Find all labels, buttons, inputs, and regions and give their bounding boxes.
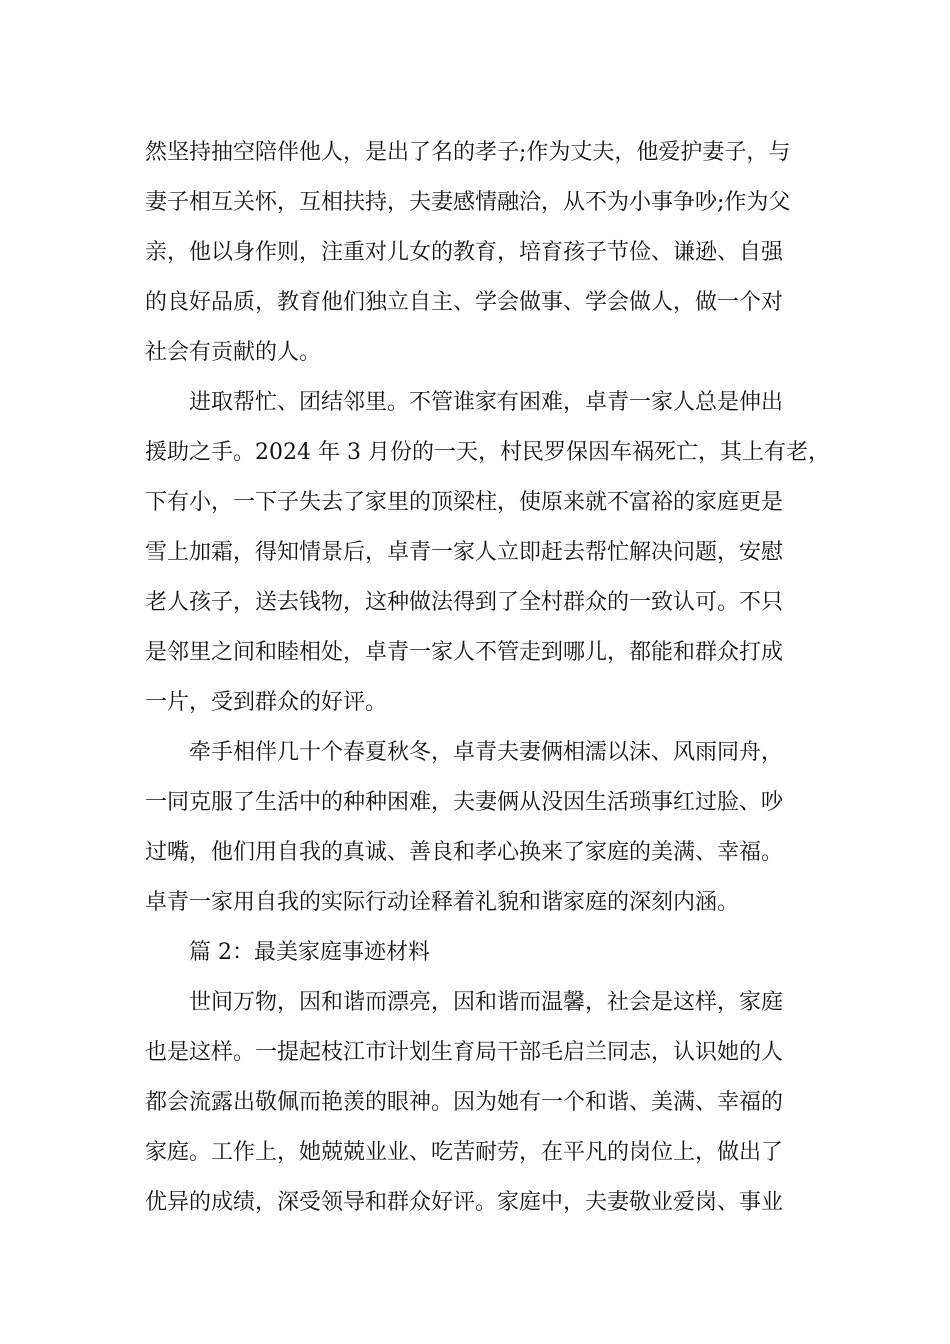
text-line: 一同克服了生活中的种种困难，夫妻俩从没因生活琐事红过脸、吵 — [145, 790, 784, 815]
text-line: 老人孩子，送去钱物，这种做法得到了全村群众的一致认可。不只 — [145, 590, 784, 615]
text-line: 都会流露出敬佩而艳羡的眼神。因为她有一个和谐、美满、幸福的 — [145, 1090, 784, 1115]
section-heading — [145, 928, 825, 978]
text-line: 亲，他以身作则，注重对儿女的教育，培育孩子节俭、谦逊、自强 — [145, 240, 784, 265]
text-line: 社会有贡献的人。 — [145, 340, 322, 365]
text-line: 进取帮忙、团结邻里。不管谁家有困难，卓青一家人总是伸出 — [189, 390, 784, 415]
text-line: 牵手相伴几十个春夏秋冬，卓青夫妻俩相濡以沫、风雨同舟， — [189, 740, 784, 765]
text-line: 世间万物，因和谐而漂亮，因和谐而温馨，社会是这样，家庭 — [189, 990, 784, 1015]
text-line: 一片，受到群众的好评。 — [145, 690, 388, 715]
text-line: 援助之手。2024 年 3 月份的一天，村民罗保因车祸死亡，其上有老， — [145, 440, 830, 465]
text-line: 是邻里之间和睦相处，卓青一家人不管走到哪儿，都能和群众打成 — [145, 640, 784, 665]
text-line: 下有小，一下子失去了家里的顶梁柱，使原来就不富裕的家庭更是 — [145, 490, 784, 515]
paragraph — [145, 128, 825, 378]
paragraph — [145, 978, 825, 1228]
document-body — [145, 128, 830, 1228]
text-line: 优异的成绩，深受领导和群众好评。家庭中，夫妻敬业爱岗、事业 — [145, 1190, 784, 1215]
text-line: 雪上加霜，得知情景后，卓青一家人立即赶去帮忙解决问题，安慰 — [145, 540, 784, 565]
text-line: 家庭。工作上，她兢兢业业、吃苦耐劳，在平凡的岗位上，做出了 — [145, 1140, 784, 1165]
text-line: 也是这样。一提起枝江市计划生育局干部毛启兰同志，认识她的人 — [145, 1040, 784, 1065]
text-line: 然坚持抽空陪伴他人，是出了名的孝子;作为丈夫，他爱护妻子，与 — [145, 140, 791, 165]
text-line: 的良好品质，教育他们独立自主、学会做事、学会做人，做一个对 — [145, 290, 784, 315]
text-line: 过嘴，他们用自我的真诚、善良和孝心换来了家庭的美满、幸福。 — [145, 840, 784, 865]
paragraph — [145, 378, 830, 728]
text-line: 妻子相互关怀，互相扶持，夫妻感情融洽，从不为小事争吵;作为父 — [145, 190, 791, 215]
heading-text: 篇 2：最美家庭事迹材料 — [189, 940, 430, 965]
text-line: 卓青一家用自我的实际行动诠释着礼貌和谐家庭的深刻内涵。 — [145, 890, 740, 915]
paragraph — [145, 728, 825, 928]
